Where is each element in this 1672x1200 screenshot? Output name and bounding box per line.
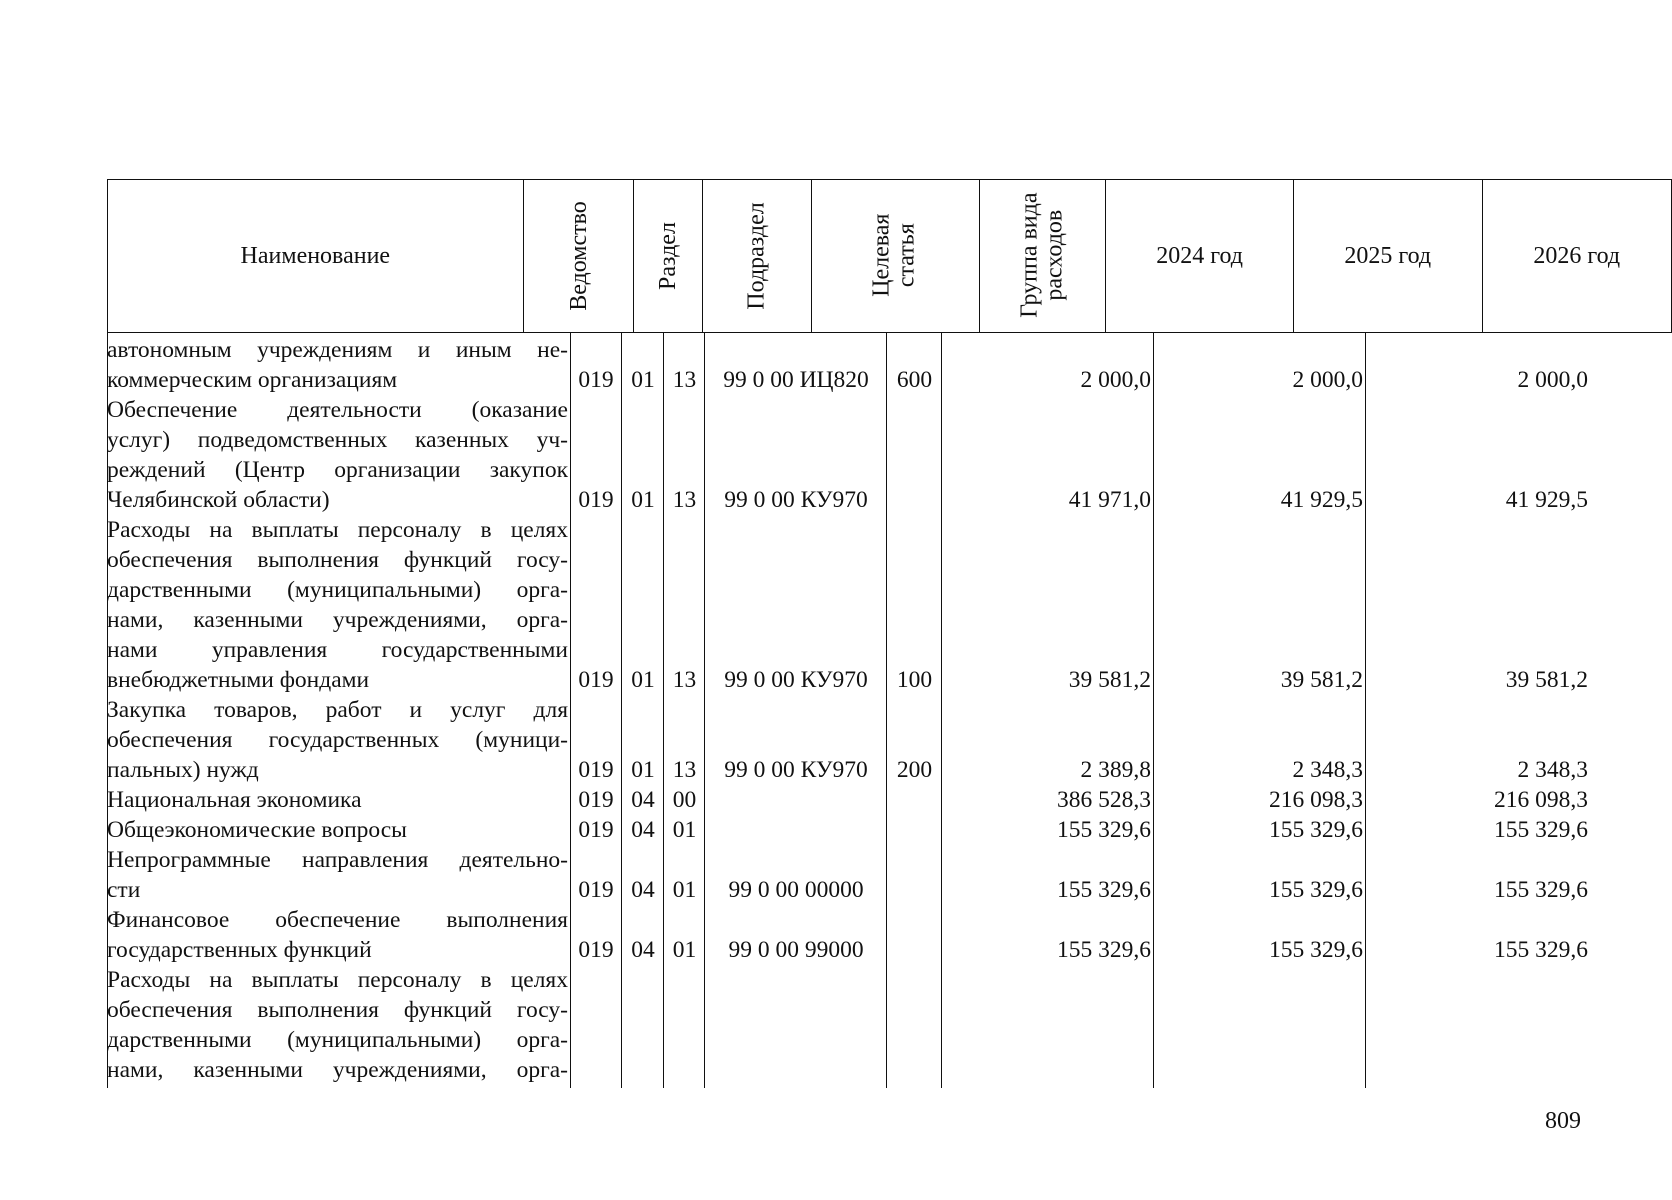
row-name: Закупка товаров, работ и услуг для обеспечения государственных (муници- пальных) нужд — [107, 697, 568, 783]
column-divider — [1153, 333, 1154, 1088]
cell-2024: 41 971,0 — [1068, 487, 1151, 513]
row-name: Непрограммные направления деятельно- сти — [107, 847, 568, 903]
cell-2025: 216 098,3 — [1269, 787, 1363, 813]
row-name: Расходы на выплаты персоналу в целях обеспечения выполнения функций госу- дарственными (муниципальными) орга- нами, казенными учреждениями, орга- нами управления государственными внебюджетными фондами — [107, 517, 568, 693]
cell-vedomstvo: 019 — [578, 937, 614, 963]
cell-2026: 41 929,5 — [1505, 487, 1588, 513]
cell-razdel: 01 — [631, 487, 655, 513]
cell-vedomstvo: 019 — [578, 667, 614, 693]
row-name: Расходы на выплаты персоналу в целях обеспечения выполнения функций госу- дарственными (муниципальными) орга- нами, казенными учреждениями, орга- — [107, 967, 568, 1083]
cell-razdel: 04 — [631, 787, 655, 813]
cell-podrazdel: 01 — [672, 817, 697, 843]
cell-2024: 155 329,6 — [1057, 877, 1151, 903]
cell-vedomstvo: 019 — [578, 367, 614, 393]
cell-razdel: 04 — [631, 817, 655, 843]
header-vedomstvo: Ведомство — [523, 180, 634, 333]
row-name: Обеспечение деятельности (оказание услуг) подведомственных казенных уч- реждений (Центр организации закупок Челябинской области) — [107, 397, 568, 513]
cell-2026: 2 000,0 — [1517, 367, 1588, 393]
cell-vedomstvo: 019 — [578, 787, 614, 813]
column-divider — [941, 333, 942, 1088]
column-divider — [704, 333, 705, 1088]
cell-vid-rashodov: 100 — [896, 667, 933, 693]
cell-2024: 39 581,2 — [1068, 667, 1151, 693]
column-divider — [570, 333, 571, 1088]
cell-2026: 2 348,3 — [1517, 757, 1588, 783]
cell-razdel: 04 — [631, 877, 655, 903]
cell-2025: 39 581,2 — [1280, 667, 1363, 693]
table-header — [107, 179, 1672, 333]
cell-vid-rashodov: 600 — [896, 367, 933, 393]
cell-2025: 155 329,6 — [1269, 937, 1363, 963]
header-2026: 2026 год — [1482, 180, 1671, 333]
cell-vedomstvo: 019 — [578, 877, 614, 903]
cell-2024: 2 000,0 — [1080, 367, 1151, 393]
row-name: автономным учреждениям и иным не- коммерческим организациям — [107, 337, 568, 393]
cell-podrazdel: 01 — [672, 937, 697, 963]
row-name: Финансовое обеспечение выполнения государственных функций — [107, 907, 568, 963]
cell-2025: 2 348,3 — [1292, 757, 1363, 783]
cell-podrazdel: 13 — [672, 367, 697, 393]
cell-vedomstvo: 019 — [578, 817, 614, 843]
cell-2024: 386 528,3 — [1057, 787, 1151, 813]
cell-vedomstvo: 019 — [578, 487, 614, 513]
cell-celevaya-statya: 99 0 00 КУ970 — [724, 487, 868, 513]
cell-2024: 2 389,8 — [1080, 757, 1151, 783]
cell-celevaya-statya: 99 0 00 99000 — [728, 937, 864, 963]
cell-podrazdel: 01 — [672, 877, 697, 903]
column-divider — [1365, 333, 1366, 1088]
cell-celevaya-statya: 99 0 00 КУ970 — [724, 667, 868, 693]
column-divider — [621, 333, 622, 1088]
cell-vedomstvo: 019 — [578, 757, 614, 783]
header-celevaya-statya: Целевая статья — [811, 180, 979, 333]
header-gruppa-vida-rashodov: Группа вида расходов — [979, 180, 1105, 333]
row-name: Национальная экономика — [107, 787, 362, 813]
header-2025: 2025 год — [1293, 180, 1482, 333]
cell-2024: 155 329,6 — [1057, 817, 1151, 843]
column-divider — [886, 333, 887, 1088]
page-number: 809 — [1545, 1108, 1581, 1134]
cell-2025: 155 329,6 — [1269, 817, 1363, 843]
cell-podrazdel: 13 — [672, 757, 697, 783]
cell-2026: 216 098,3 — [1494, 787, 1588, 813]
header-razdel: Раздел — [634, 180, 703, 333]
cell-vid-rashodov: 200 — [896, 757, 933, 783]
cell-2025: 155 329,6 — [1269, 877, 1363, 903]
cell-2026: 155 329,6 — [1494, 817, 1588, 843]
cell-razdel: 01 — [631, 667, 655, 693]
cell-2025: 2 000,0 — [1292, 367, 1363, 393]
cell-razdel: 04 — [631, 937, 655, 963]
cell-2026: 39 581,2 — [1505, 667, 1588, 693]
cell-2024: 155 329,6 — [1057, 937, 1151, 963]
header-podrazdel: Подраздел — [703, 180, 811, 333]
column-divider — [663, 333, 664, 1088]
header-name: Наименование — [108, 180, 524, 333]
cell-2025: 41 929,5 — [1280, 487, 1363, 513]
cell-celevaya-statya: 99 0 00 00000 — [728, 877, 864, 903]
row-name: Общеэкономические вопросы — [107, 817, 407, 843]
cell-2026: 155 329,6 — [1494, 877, 1588, 903]
cell-podrazdel: 00 — [672, 787, 697, 813]
header-2024: 2024 год — [1106, 180, 1294, 333]
cell-celevaya-statya: 99 0 00 КУ970 — [724, 757, 868, 783]
cell-podrazdel: 13 — [672, 667, 697, 693]
cell-2026: 155 329,6 — [1494, 937, 1588, 963]
cell-podrazdel: 13 — [672, 487, 697, 513]
cell-celevaya-statya: 99 0 00 ИЦ820 — [723, 367, 869, 393]
cell-razdel: 01 — [631, 367, 655, 393]
table-body — [107, 333, 1590, 1088]
cell-razdel: 01 — [631, 757, 655, 783]
